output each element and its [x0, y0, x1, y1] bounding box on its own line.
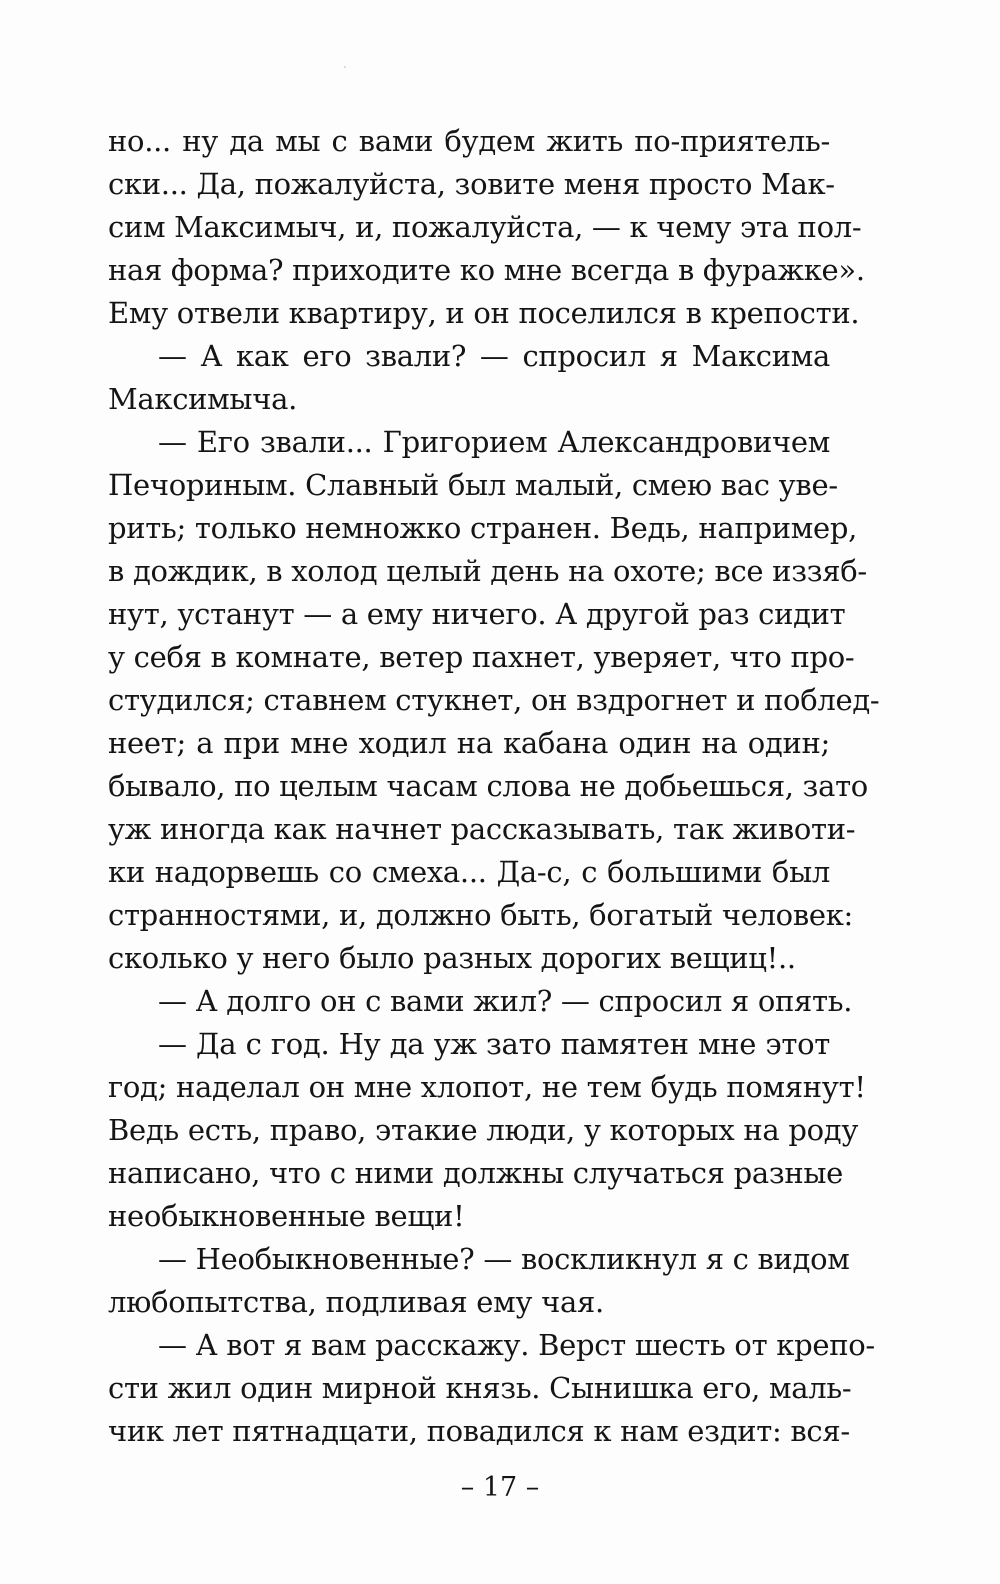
- text-line: сти жил один мирной князь. Сынишка его, маль-: [108, 1371, 852, 1405]
- text-line: — Да с год. Ну да уж зато памятен мне этот: [158, 1027, 830, 1061]
- text-line: неет; а при мне ходил на кабана один на один;: [108, 726, 830, 760]
- text-line: в дождик, в холод целый день на охоте; все иззяб-: [108, 554, 867, 588]
- text-line: странностями, и, должно быть, богатый человек:: [108, 898, 854, 932]
- text-line: рить; только немножко странен. Ведь, например,: [108, 511, 858, 545]
- text-line: Ему отвели квартиру, и он поселился в крепости.: [108, 296, 860, 330]
- text-line: уж иногда как начнет рассказывать, так животи-: [108, 812, 856, 846]
- text-line: бывало, по целым часам слова не добьешься, зато: [108, 769, 868, 803]
- text-line: любопытства, подливая ему чая.: [108, 1285, 604, 1319]
- page-number: – 17 –: [460, 1472, 540, 1503]
- text-line: у себя в комнате, ветер пахнет, уверяет, что про-: [108, 640, 855, 674]
- text-line: сколько у него было разных дорогих вещиц!..: [108, 941, 796, 975]
- text-line: ная форма? приходите ко мне всегда в фуражке».: [108, 253, 865, 287]
- text-line: Печориным. Славный был малый, смею вас уве-: [108, 468, 838, 502]
- text-line: написано, что с ними должны случаться разные: [108, 1156, 844, 1190]
- text-line: год; наделал он мне хлопот, не тем будь помянут!: [108, 1070, 866, 1104]
- paper-speck: [344, 66, 346, 68]
- text-line: — А как его звали? — спросил я Максима: [158, 339, 830, 373]
- text-line: сим Максимыч, и, пожалуйста, — к чему эта пол-: [108, 210, 862, 244]
- text-line: Максимыча.: [108, 382, 297, 416]
- text-line: студился; ставнем стукнет, он вздрогнет и поблед-: [108, 683, 880, 717]
- text-line: — Его звали... Григорием Александровичем: [158, 425, 830, 459]
- text-line: ки надорвешь со смеха... Да-с, с большими был: [108, 855, 830, 889]
- page-text: [108, 120, 880, 1453]
- text-line: — Необыкновенные? — воскликнул я с видом: [158, 1242, 850, 1276]
- text-line: чик лет пятнадцати, повадился к нам ездит: вся-: [108, 1414, 850, 1448]
- text-line: необыкновенные вещи!: [108, 1199, 465, 1233]
- text-line: — А долго он с вами жил? — спросил я опять.: [158, 984, 853, 1018]
- text-line: но... ну да мы с вами будем жить по-приятель-: [108, 124, 830, 158]
- text-line: Ведь есть, право, этакие люди, у которых на роду: [108, 1113, 859, 1147]
- text-line: нут, устанут — а ему ничего. А другой раз сидит: [108, 597, 846, 631]
- text-line: ски... Да, пожалуйста, зовите меня просто Мак-: [108, 167, 835, 201]
- text-line: — А вот я вам расскажу. Верст шесть от крепо-: [158, 1328, 875, 1362]
